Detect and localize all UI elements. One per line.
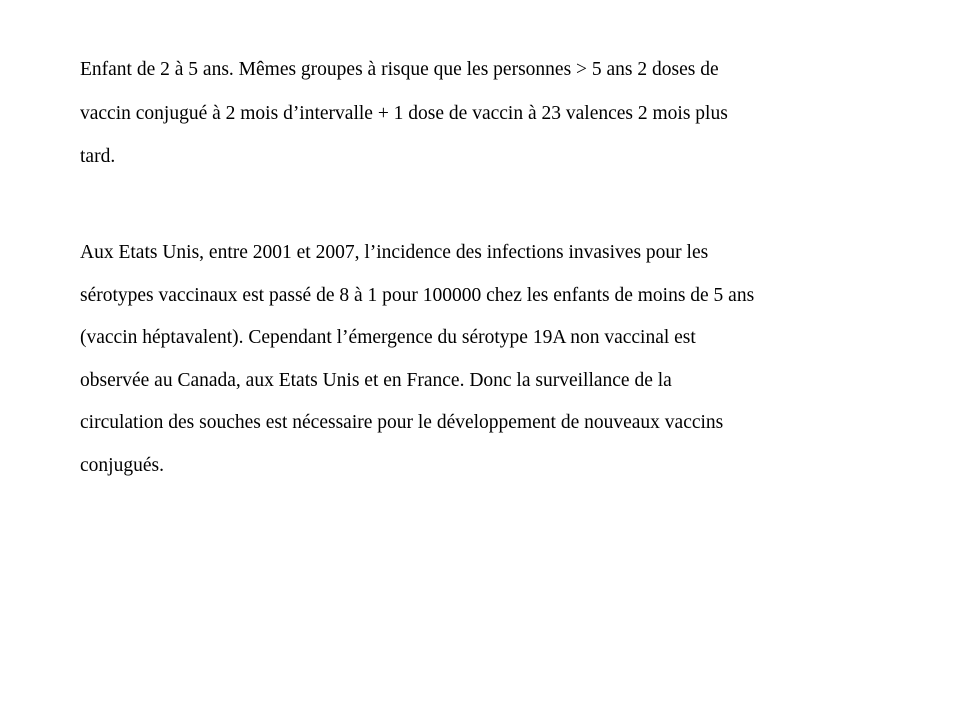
text-line: observée au Canada, aux Etats Unis et en France. Donc la surveillance de la xyxy=(80,369,672,391)
text-line: sérotypes vaccinaux est passé de 8 à 1 pour 100000 chez les enfants de moins de 5 ans xyxy=(80,284,755,306)
text-line: tard. xyxy=(80,146,116,167)
paragraph-child-vaccination xyxy=(80,48,940,179)
text-line: Aux Etats Unis, entre 2001 et 2007, l’incidence des infections invasives pour les xyxy=(80,242,709,263)
text-line: vaccin conjugué à 2 mois d’intervalle + 1 dose de vaccin à 23 valences 2 mois plus xyxy=(80,102,728,124)
text-line: conjugués. xyxy=(80,454,164,476)
text-line: (vaccin héptavalent). Cependant l’émergence du sérotype 19A non vaccinal est xyxy=(80,327,696,348)
text-line: Enfant de 2 à 5 ans. Mêmes groupes à risque que les personnes > 5 ans 2 doses de xyxy=(80,59,719,80)
text-line: circulation des souches est nécessaire pour le développement de nouveaux vaccins xyxy=(80,412,724,433)
paragraph-us-incidence xyxy=(80,232,940,487)
